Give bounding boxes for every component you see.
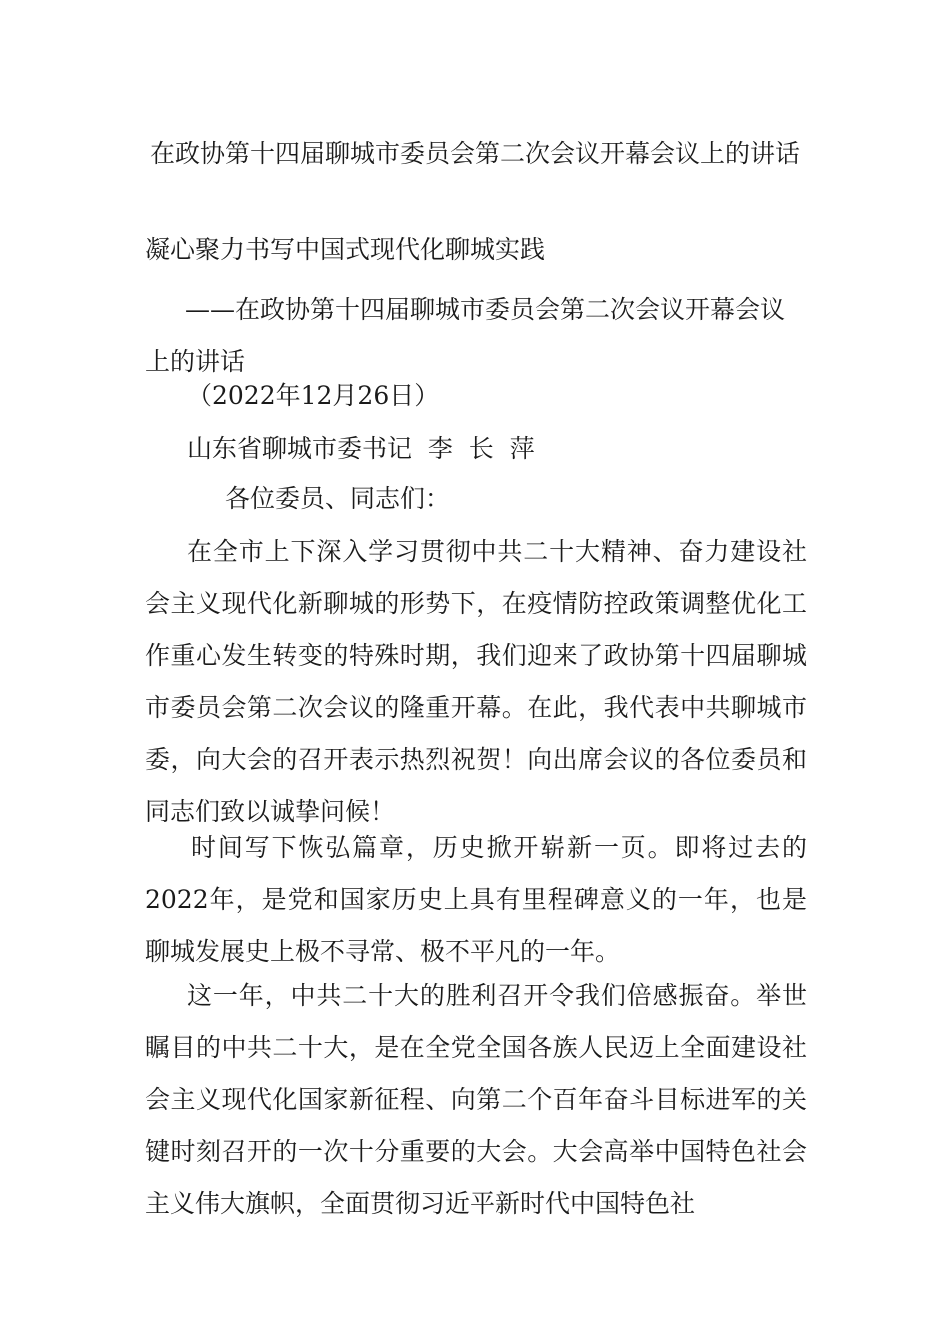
speech-greeting: 各位委员、同志们：: [225, 484, 451, 513]
document-subtitle: 凝心聚力书写中国式现代化聊城实践: [145, 235, 546, 264]
speech-date: （2022年12月26日）: [187, 381, 440, 410]
paragraph: 在全市上下深入学习贯彻中共二十大精神、奋力建设社会主义现代化新聊城的形势下，在疫情防控政策调整优化工作重心发生转变的特殊时期，我们迎来了政协第十四届聊城市委员会第二次会议的隆重开幕。在此，我代表中共聊城市委，向大会的召开表示热烈祝贺！向出席会议的各位委员和同志们致以诚挚问候！: [145, 537, 807, 826]
document-byline: ——在政协第十四届聊城市委员会第二次会议开幕会议上的讲话: [145, 295, 786, 376]
speech-author: 山东省聊城市委书记 李 长 萍: [187, 434, 535, 463]
paragraph: 时间写下恢弘篇章，历史掀开崭新一页。即将过去的2022年，是党和国家历史上具有里程碑意义的一年，也是聊城发展史上极不寻常、极不平凡的一年。: [145, 833, 807, 966]
document-title: 在政协第十四届聊城市委员会第二次会议开幕会议上的讲话: [149, 139, 800, 168]
paragraph: 这一年，中共二十大的胜利召开令我们倍感振奋。举世瞩目的中共二十大，是在全党全国各族人民迈上全面建设社会主义现代化国家新征程、向第二个百年奋斗目标进军的关键时刻召开的一次十分重要的大会。大会高举中国特色社会主义伟大旗帜，全面贯彻习近平新时代中国特色社: [145, 981, 807, 1218]
